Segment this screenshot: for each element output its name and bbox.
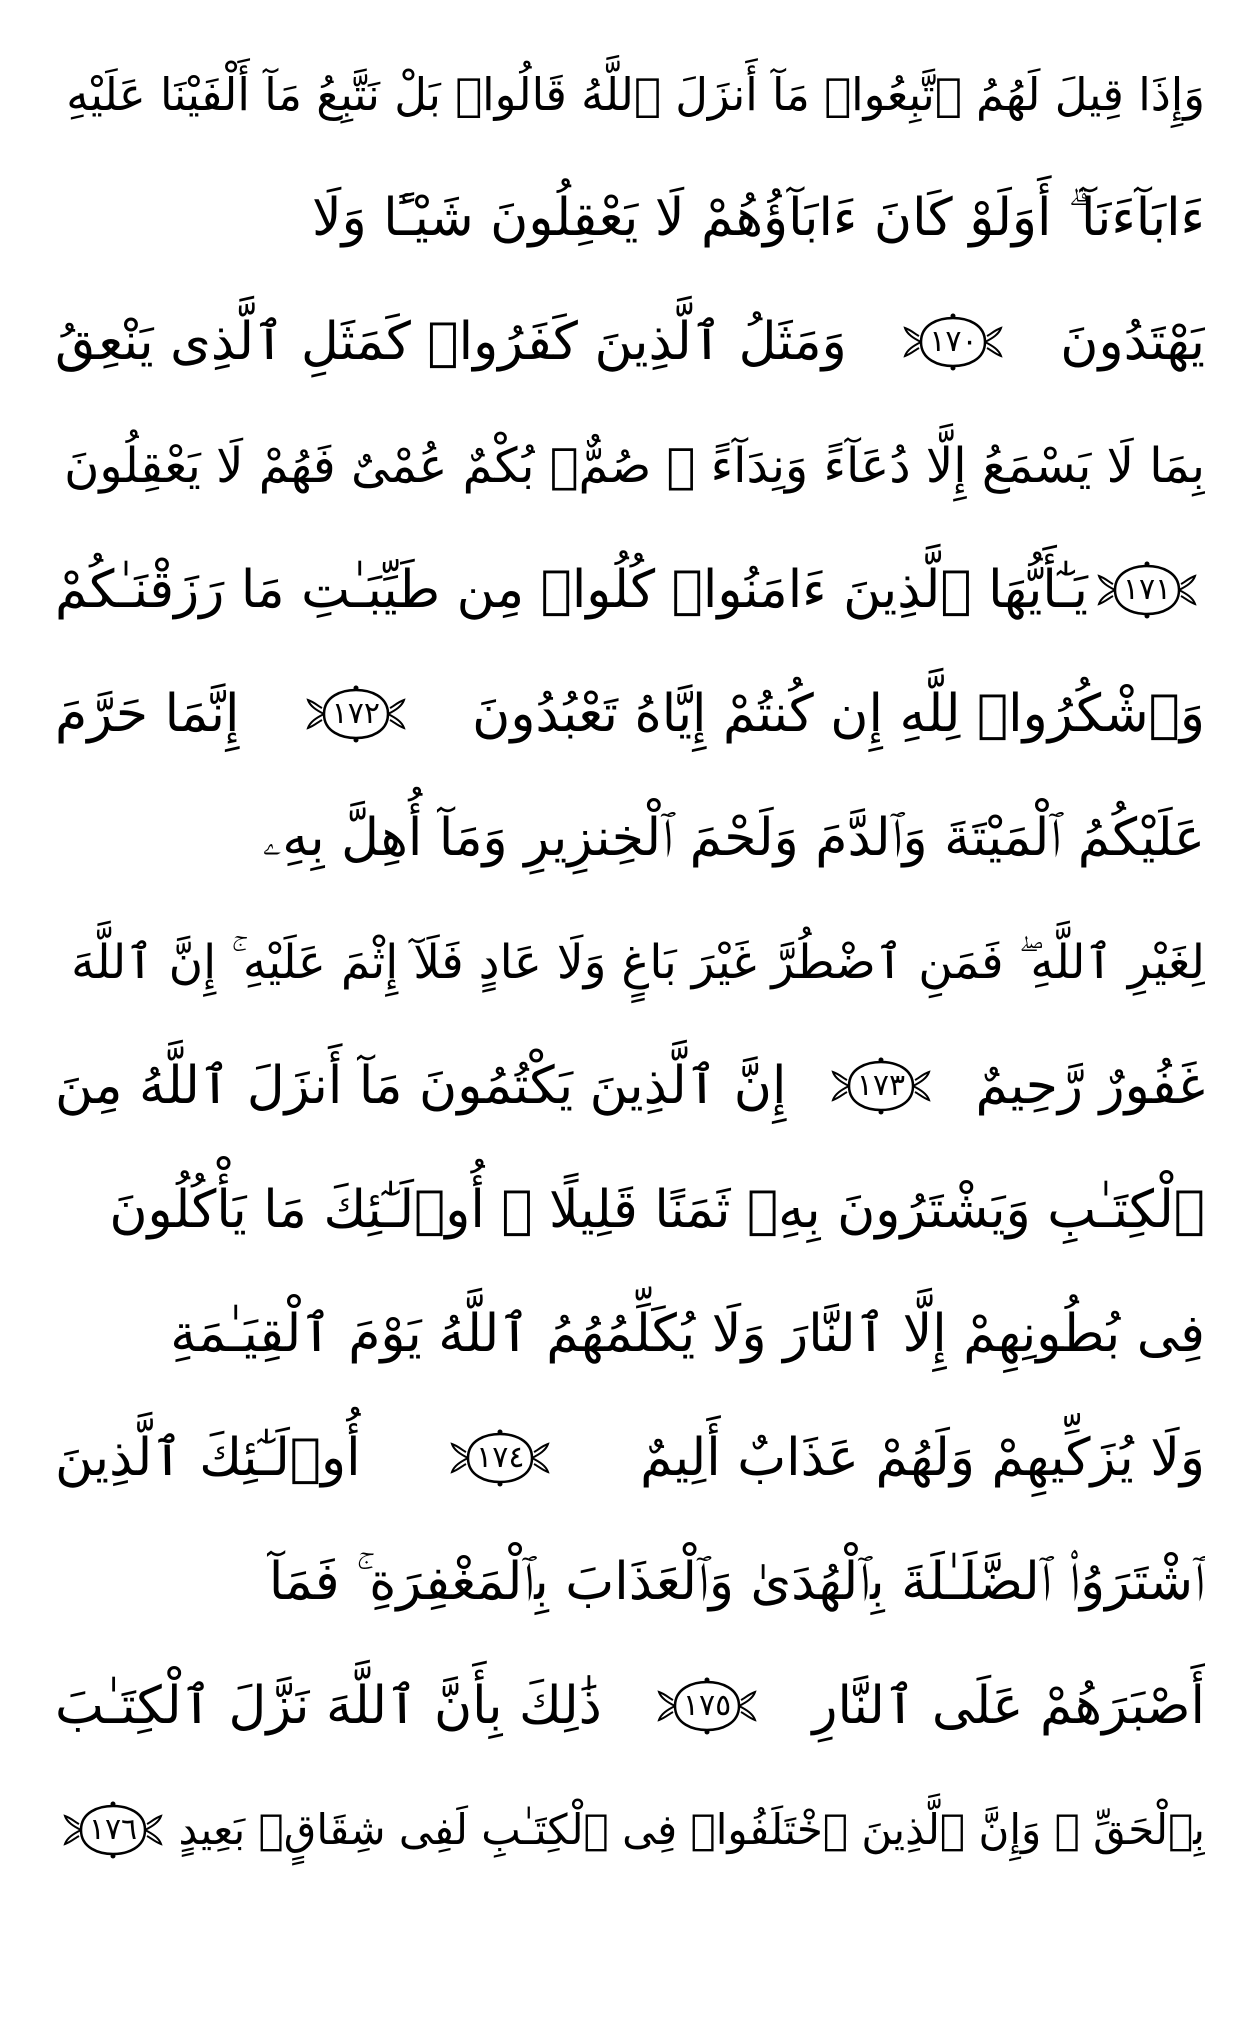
verse-text: عَلَيْكُمُ ٱلْمَيْتَةَ وَٱلدَّمَ وَلَحْمَ ٱلْخِنزِيرِ وَمَآ أُهِلَّ بِهِۦ: [262, 808, 1205, 868]
verse-text: إِنَّ ٱلَّذِينَ يَكْتُمُونَ مَآ أَنزَلَ ٱللَّهُ مِنَ: [55, 1056, 787, 1116]
verse-line: [55, 156, 1205, 280]
verse-text: يَهْتَدُونَ: [1060, 312, 1205, 372]
verse-line: [55, 404, 1205, 528]
verse-text: بِٱلْحَقِّ ۗ وَإِنَّ ٱلَّذِينَ ٱخْتَلَفُوا۟ فِى ٱلْكِتَـٰبِ لَفِى شِقَاقٍۭ بَعِيدٍ: [178, 1805, 1205, 1854]
ayah-number-marker: [304, 684, 408, 744]
verse-line: [55, 280, 1205, 404]
ayah-number: ١٧٣: [856, 1068, 906, 1103]
verse-line: [55, 900, 1205, 1024]
verse-line: [55, 1644, 1205, 1768]
verse-text: ٱشْتَرَوُا۟ ٱلضَّلَـٰلَةَ بِٱلْهُدَىٰ وَٱلْعَذَابَ بِٱلْمَغْفِرَةِ ۚ فَمَآ: [268, 1552, 1205, 1612]
ayah-number: ١٧٠: [929, 324, 978, 359]
verse-lines: [55, 22, 1205, 2012]
ayah-number-marker: [901, 312, 1005, 372]
verse-text: فِى بُطُونِهِمْ إِلَّا ٱلنَّارَ وَلَا يُكَلِّمُهُمُ ٱللَّهُ يَوْمَ ٱلْقِيَـٰمَةِ: [170, 1304, 1205, 1364]
verse-line: [55, 528, 1205, 652]
verse-line: [55, 776, 1205, 900]
verse-text: أَصْبَرَهُمْ عَلَى ٱلنَّارِ: [812, 1676, 1205, 1736]
verse-line: [55, 1520, 1205, 1644]
verse-text: يَـٰٓأَيُّهَا ٱلَّذِينَ ءَامَنُوا۟ كُلُوا۟ مِن طَيِّبَـٰتِ مَا رَزَقْنَـٰكُمْ: [55, 560, 1088, 620]
verse-text: غَفُورٌ رَّحِيمٌ: [975, 1056, 1205, 1116]
ayah-number-marker: [655, 1676, 759, 1736]
ayah-number-marker: [61, 1800, 165, 1860]
ayah-number-marker: [448, 1428, 552, 1488]
verse-text: أُو۟لَـٰٓئِكَ ٱلَّذِينَ: [55, 1428, 361, 1488]
verse-text: ءَابَآءَنَآ ۗ أَوَلَوْ كَانَ ءَابَآؤُهُمْ لَا يَعْقِلُونَ شَيْـًٔا وَلَا: [312, 188, 1205, 248]
ayah-number-marker: [829, 1056, 933, 1116]
verse-line: [55, 1396, 1205, 1520]
ayah-number: ١٧١: [1122, 572, 1172, 607]
verse-line: [55, 32, 1205, 156]
verse-text: وَلَا يُزَكِّيهِمْ وَلَهُمْ عَذَابٌ أَلِيمٌ: [640, 1428, 1205, 1488]
verse-text: وَٱشْكُرُوا۟ لِلَّهِ إِن كُنتُمْ إِيَّاهُ تَعْبُدُونَ: [472, 684, 1205, 744]
verse-line: [55, 1768, 1205, 1892]
verse-text: وَإِذَا قِيلَ لَهُمُ ٱتَّبِعُوا۟ مَآ أَنزَلَ ٱللَّهُ قَالُوا۟ بَلْ نَتَّبِعُ مَآ أَلْفَيْنَا عَلَيْهِ: [66, 67, 1205, 121]
ayah-number: ١٧٢: [331, 696, 380, 731]
verse-text: إِنَّمَا حَرَّمَ: [55, 684, 240, 744]
verse-line: [55, 1272, 1205, 1396]
verse-text: وَمَثَلُ ٱلَّذِينَ كَفَرُوا۟ كَمَثَلِ ٱلَّذِى يَنْعِقُ: [55, 312, 847, 372]
verse-text: ذَٰلِكَ بِأَنَّ ٱللَّهَ نَزَّلَ ٱلْكِتَـٰبَ: [55, 1676, 602, 1736]
ayah-number: ١٧٤: [476, 1440, 525, 1475]
verse-line: [55, 1148, 1205, 1272]
ayah-number-marker: [1095, 560, 1199, 620]
ayah-number: ١٧٥: [682, 1688, 732, 1723]
verse-text: ٱلْكِتَـٰبِ وَيَشْتَرُونَ بِهِۦ ثَمَنًا قَلِيلًا ۙ أُو۟لَـٰٓئِكَ مَا يَأْكُلُونَ: [109, 1180, 1205, 1240]
verse-text: لِغَيْرِ ٱللَّهِ ۖ فَمَنِ ٱضْطُرَّ غَيْرَ بَاغٍ وَلَا عَادٍ فَلَآ إِثْمَ عَلَيْهِ ۚ إِنَّ ٱللَّهَ: [71, 934, 1205, 990]
verse-line: [55, 652, 1205, 776]
ayah-number: ١٧٦: [88, 1812, 138, 1847]
verse-text: بِمَا لَا يَسْمَعُ إِلَّا دُعَآءً وَنِدَآءً ۚ صُمٌّۢ بُكْمٌ عُمْىٌ فَهُمْ لَا يَعْقِلُونَ: [64, 438, 1205, 494]
verse-line: [55, 1024, 1205, 1148]
